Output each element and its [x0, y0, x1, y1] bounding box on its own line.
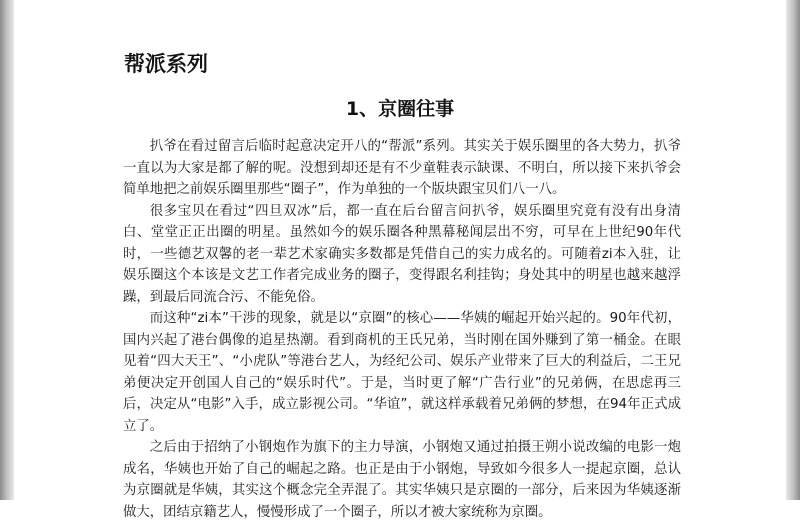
paragraph: 很多宝贝在看过“四旦双冰”后，都一直在后台留言问扒爷，娱乐圈里究竟有没有出身清白、堂堂正正出圈的明星。虽然如今的娱乐圈各种黑幕秘闻层出不穷，可早在上世纪90年代时，一些德艺双馨的老一辈艺术家确实多数都是凭借自己的实力成名的。可随着zi本入驻，让娱乐圈这个本该是文艺工作者完成业务的圈子，变得跟名利挂钩；身处其中的明星也越来越浮躁，到最后同流合污、不能免俗。 [123, 203, 681, 305]
section-title: 帮派系列 [124, 52, 208, 76]
article-body [123, 136, 681, 523]
page-right-edge [786, 0, 800, 500]
paragraph: 之后由于招纳了小钢炮作为旗下的主力导演，小钢炮又通过拍摄王朔小说改编的电影一炮成名，华姨也开始了自己的崛起之路。也正是由于小钢炮，导致如今很多人一提起京圈，总认为京圈就是华姨，其实这个概念完全弄混了。其实华姨只是京圈的一部分，后来因为华姨逐渐做大，团结京籍艺人，慢慢形成了一个圈子，所以才被大家统称为京圈。 [123, 440, 681, 520]
article-title: 1、京圈往事 [345, 98, 455, 120]
document-page[interactable] [14, 0, 786, 520]
paragraph: 而这种“zi本”干涉的现象，就是以“京圈”的核心——华姨的崛起开始兴起的。90年代初，国内兴起了港台偶像的追星热潮。看到商机的王氏兄弟，当时刚在国外赚到了第一桶金。在眼见着“四大天王”、“小虎队”等港台艺人，为经纪公司、娱乐产业带来了巨大的利益后，二王兄弟便决定开创国人自己的“娱乐时代”。于是，当时更了解“广告行业”的兄弟俩，在思虑再三后，决定从“电影”入手，成立影视公司。“华谊”，就这样承载着兄弟俩的梦想，在94年正式成立了。 [123, 311, 681, 434]
paragraph: 扒爷在看过留言后临时起意决定开八的“帮派”系列。其实关于娱乐圈里的各大势力，扒爷一直以为大家是都了解的呢。没想到却还是有不少童鞋表示缺课、不明白，所以接下来扒爷会简单地把之前娱乐圈里那些“圈子”，作为单独的一个版块跟宝贝们八一八。 [123, 139, 681, 197]
page-left-edge [0, 0, 14, 500]
